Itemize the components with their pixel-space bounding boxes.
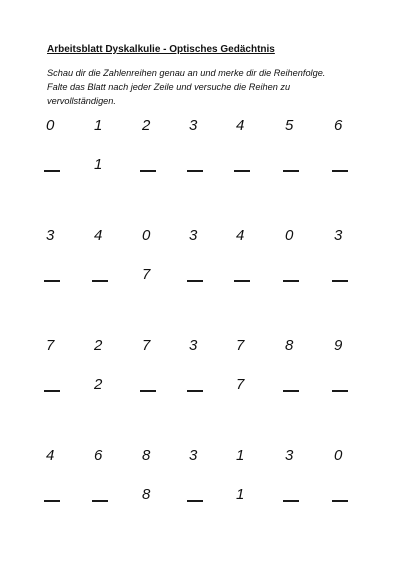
- answer-hint-number: 8: [142, 486, 151, 503]
- answer-blank-line: [283, 390, 299, 392]
- answer-blank-line: [187, 170, 203, 172]
- sequence-number: 0: [285, 227, 294, 244]
- sequence-number: 8: [142, 447, 151, 464]
- sequence-number: 6: [94, 447, 103, 464]
- sequence-number: 7: [142, 337, 151, 354]
- sequence-number: 6: [334, 117, 343, 134]
- answer-hint-number: 7: [142, 266, 151, 283]
- sequence-number: 2: [142, 117, 151, 134]
- answer-blank-line: [140, 170, 156, 172]
- worksheet-title: Arbeitsblatt Dyskalkulie - Optisches Gedächtnis: [47, 44, 275, 55]
- sequence-number: 3: [189, 337, 198, 354]
- answer-blank-line: [44, 390, 60, 392]
- answer-blank-line: [283, 500, 299, 502]
- answer-blank-line: [187, 500, 203, 502]
- sequence-number: 7: [46, 337, 55, 354]
- answer-blank-line: [234, 170, 250, 172]
- answer-hint-number: 1: [236, 486, 245, 503]
- sequence-number: 3: [189, 117, 198, 134]
- answer-blank-line: [283, 280, 299, 282]
- answer-blank-line: [92, 280, 108, 282]
- sequence-number: 7: [236, 337, 245, 354]
- sequence-number: 0: [334, 447, 343, 464]
- sequence-number: 1: [236, 447, 245, 464]
- answer-blank-line: [332, 280, 348, 282]
- sequence-number: 1: [94, 117, 103, 134]
- sequence-number: 3: [46, 227, 55, 244]
- answer-blank-line: [92, 500, 108, 502]
- sequence-number: 4: [236, 227, 245, 244]
- answer-blank-line: [332, 170, 348, 172]
- sequence-number: 0: [142, 227, 151, 244]
- answer-blank-line: [187, 280, 203, 282]
- answer-blank-line: [140, 390, 156, 392]
- sequence-number: 2: [94, 337, 103, 354]
- sequence-number: 3: [285, 447, 294, 464]
- sequence-number: 4: [94, 227, 103, 244]
- instruction-line: Schau dir die Zahlenreihen genau an und merke dir die Reihenfolge.: [47, 68, 326, 78]
- sequence-number: 8: [285, 337, 294, 354]
- answer-hint-number: 7: [236, 376, 245, 393]
- sequence-number: 3: [189, 447, 198, 464]
- answer-blank-line: [332, 500, 348, 502]
- sequence-number: 4: [236, 117, 245, 134]
- answer-blank-line: [234, 280, 250, 282]
- answer-blank-line: [187, 390, 203, 392]
- sequence-number: 5: [285, 117, 294, 134]
- instruction-line: vervollständigen.: [47, 96, 116, 106]
- answer-blank-line: [44, 500, 60, 502]
- instruction-line: Falte das Blatt nach jeder Zeile und versuche die Reihen zu: [47, 82, 291, 92]
- sequence-number: 3: [334, 227, 343, 244]
- sequence-number: 0: [46, 117, 55, 134]
- answer-blank-line: [332, 390, 348, 392]
- sequence-number: 9: [334, 337, 343, 354]
- answer-hint-number: 2: [94, 376, 103, 393]
- answer-hint-number: 1: [94, 156, 103, 173]
- answer-blank-line: [283, 170, 299, 172]
- sequence-number: 4: [46, 447, 55, 464]
- answer-blank-line: [44, 170, 60, 172]
- answer-blank-line: [44, 280, 60, 282]
- sequence-number: 3: [189, 227, 198, 244]
